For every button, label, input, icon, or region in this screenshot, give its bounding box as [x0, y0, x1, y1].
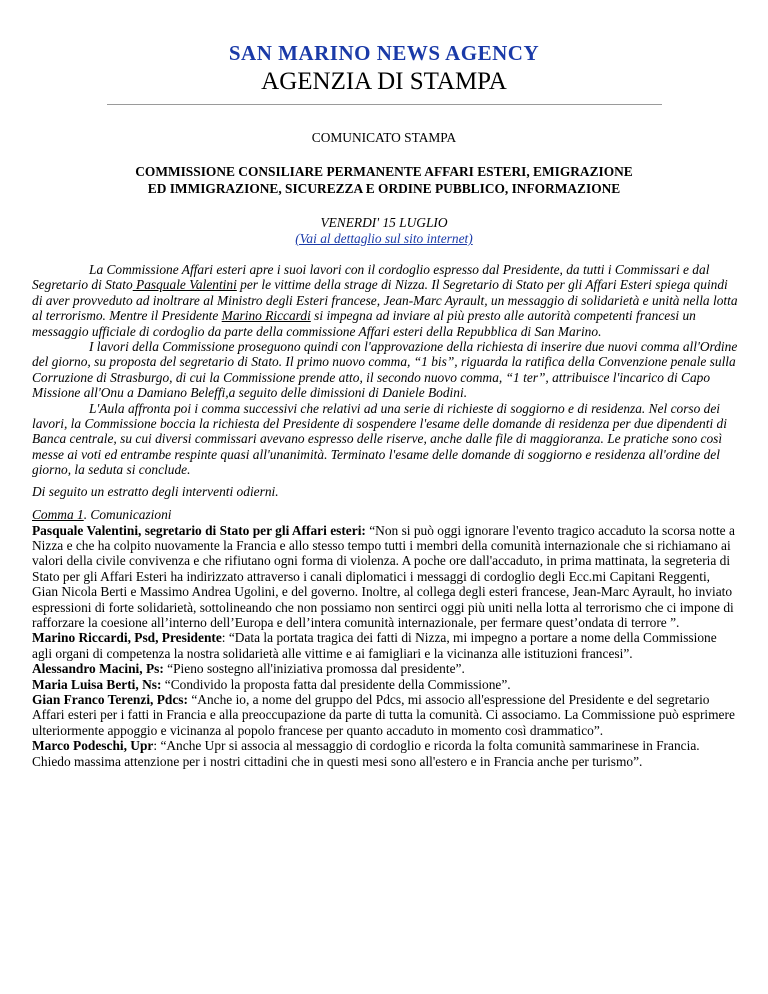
speech-item — [32, 677, 738, 692]
speech-item — [32, 692, 738, 738]
session-date: VENERDI' 15 LUGLIO — [320, 215, 448, 230]
speech-item — [32, 523, 738, 631]
document-kind: COMUNICATO STAMPA — [311, 130, 457, 145]
speech-item — [32, 661, 738, 676]
excerpt-note: Di seguito un estratto degli interventi odierni. — [32, 483, 279, 499]
comma-heading — [32, 507, 738, 522]
speech-text: “Pieno sostegno all'iniziativa promossa dal presidente”. — [163, 661, 465, 677]
detail-link-wrapper — [0, 231, 768, 247]
speech-item — [32, 738, 738, 769]
commission-title-line1: COMMISSIONE CONSILIARE PERMANENTE AFFARI ESTERI, EMIGRAZIONE — [135, 164, 633, 179]
header-divider — [107, 104, 662, 105]
detail-link[interactable]: (Vai al dettaglio sul sito internet) — [295, 231, 473, 246]
agency-name-english: SAN MARINO NEWS AGENCY — [228, 41, 540, 65]
comma-label: Comma 1 — [32, 507, 84, 523]
document-header — [0, 0, 768, 105]
speech-text: “Non si può oggi ignorare l'evento tragico accaduto la scorsa notte a Nizza e che ha colpito nuovamente la Francia e allo stesso tempo tutti i membri della comunità internazionale che si richiamano ai valori della civile convivenza e che rifiutano ogni forma di violenza. A poche ore dall'accaduto, in prima mattinata, la segreteria di Stato per gli Affari Esteri ha indirizzato attraverso i canali diplomatici i messaggi di cordoglio degli Ecc.mi Capitani Reggenti, Gian Nicola Berti e Massimo Andrea Ugolini, e del governo. Inoltre, al collega degli esteri francese, Jean-Marc Ayrault, ho inviato espressioni di forte solidarietà, sottolineando che non possiamo non sentirci oggi più uniti nella lotta al terrorismo che ci impone di rafforzare la coesione all’interno dell’Europa e dell’intera comunità internazionale, per fermare quest’ondata di terrore ”. — [32, 522, 735, 630]
speech-speaker: Pasquale Valentini, segretario di Stato per gli Affari esteri: — [32, 522, 366, 538]
intro-paragraph-1: La Commissione Affari esteri apre i suoi lavori con il cordoglio espresso dal Presidente, da tutti i Commissari e dal Segretario di Stato Pasquale Valentini per le vittime della strage di Nizza. Il Segretario di Stato per gli Affari Esteri spiega quindi di aver provveduto ad inoltrare al Ministro degli Esteri francese, Jean-Marc Ayrault, un messaggio di solidarietà e unità nella lotta al terrorismo. Mentre il Presidente Marino Riccardi si impegna ad inviare al più presto alle autorità competenti francesi un messaggio ufficiale di cordoglio da parte della commissione Affari esteri della Repubblica di San Marino. — [32, 262, 738, 339]
agency-name-italian: AGENZIA DI STAMPA — [261, 68, 507, 95]
speech-text: : “Data la portata tragica dei fatti di Nizza, mi impegno a portare a nome della Commissione agli organi di competenza la nostra solidarietà alle vittime e ai famigliari e la vicinanza alle istituzioni francesi”. — [32, 630, 717, 661]
speech-text: “Anche io, a nome del gruppo del Pdcs, mi associo all'espressione del Presidente e del segretario Affari esteri per i fatti in Francia e alla preoccupazione da parte di tutta la comunità. Ci associamo. La Commissione può esprimere ulteriormente appoggio e vicinanza al popolo francese per quanto accaduto in momento così drammatico”. — [32, 691, 735, 738]
intro-section — [32, 262, 738, 478]
comma-title: . Comunicazioni — [83, 507, 172, 523]
commission-title — [0, 163, 768, 197]
intro-paragraph-2: I lavori della Commissione proseguono quindi con l'approvazione della richiesta di inserire due nuovi comma all'Ordine del giorno, su proposta del segretario di Stato. Il primo nuovo comma, “1 bis”, riguarda la ratifica della Convenzione penale sulla Corruzione di Strasburgo, di cui la Commissione prende atto, il secondo nuovo comma, “1 ter”, attribuisce l'incarico di Capo Missione all'Onu a Damiano Beleffi,a seguito delle dimissioni di Daniele Bodini. — [32, 339, 738, 401]
speech-speaker: Gian Franco Terenzi, Pdcs: — [32, 691, 188, 707]
commission-title-line2: ED IMMIGRAZIONE, SICUREZZA E ORDINE PUBBLICO, INFORMAZIONE — [147, 181, 621, 196]
speech-speaker: Marco Podeschi, Upr — [32, 738, 154, 754]
name-marino-riccardi: Marino Riccardi — [221, 308, 311, 324]
speech-text: “Condivido la proposta fatta dal presidente della Commissione”. — [161, 676, 511, 692]
speech-speaker: Maria Luisa Berti, Ns: — [32, 676, 162, 692]
speech-speaker: Marino Riccardi, Psd, Presidente — [32, 630, 222, 646]
name-pasquale-valentini: Pasquale Valentini — [132, 277, 237, 293]
comma-section — [32, 507, 738, 769]
speech-speaker: Alessandro Macini, Ps: — [32, 661, 164, 677]
intro-paragraph-3: L'Aula affronta poi i comma successivi che relativi ad una serie di richieste di soggiorno e di residenza. Nel corso dei lavori, la Commissione boccia la richiesta del Presidente di sospendere l'esame delle domande di residenza per due dipendenti di Banca centrale, su cui diversi commissari avevano espresso delle riserve, anche dalle file di maggioranza. Le pratiche sono così messe ai voti ed entrambe respinte quasi all'unanimità. Terminato l'esame delle domande di soggiorno e residenza all'ordine del giorno, la seduta si conclude. — [32, 400, 727, 478]
speech-item — [32, 630, 738, 661]
speech-text: : “Anche Upr si associa al messaggio di cordoglio e ricorda la folta comunità sammarinese in Francia. Chiedo massima attenzione per i nostri cittadini che in questi mesi sono all'estero e in Francia anche per turismo”. — [32, 738, 700, 769]
document-body — [32, 262, 738, 769]
